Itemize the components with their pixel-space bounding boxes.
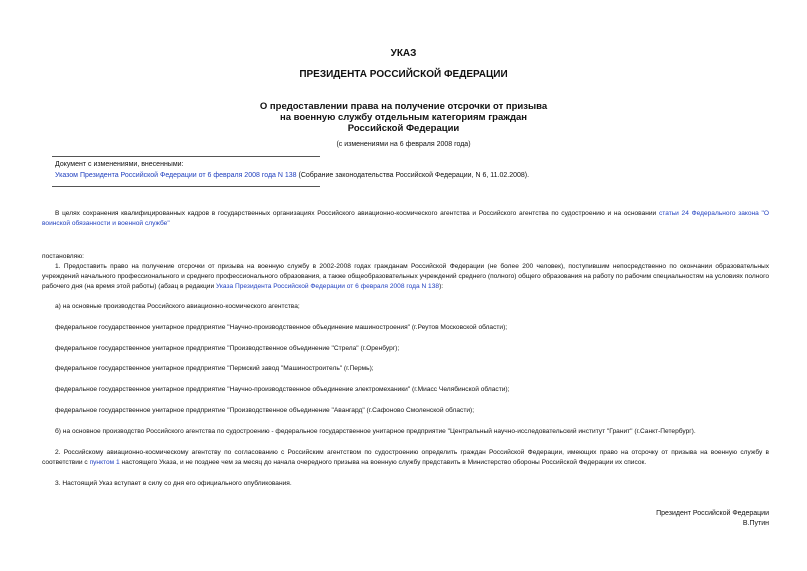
paragraph-1-end: ):: [439, 283, 444, 290]
item-a: а) на основные производства Российского авиационно-космического агентства;: [55, 303, 300, 310]
paragraph-2-end: настоящего Указа, и не позднее чем за месяц до начала очередного призыва на военную службу представить в Министерство обороны Российской Федерации их список.: [119, 459, 647, 466]
enterprise-5: федеральное государственное унитарное предприятие "Производственное объединение "Авангард" (г.Сафоново Смоленской области);: [55, 407, 475, 414]
subject-line-3: Российской Федерации: [347, 123, 460, 134]
amendment-link[interactable]: Указом Президента Российской Федерации от 6 февраля 2008 года N 138: [55, 172, 297, 179]
decree-word: постановляю:: [42, 253, 85, 260]
enterprise-2: федеральное государственное унитарное предприятие "Производственное объединение "Стрела" (г.Оренбург);: [55, 345, 400, 352]
signature-name: В.Путин: [742, 520, 769, 527]
paragraph-2: [42, 448, 769, 468]
law-article-link[interactable]: статьи 24 Федерального закона "О воинской обязанности и военной службе": [42, 210, 769, 227]
paragraph-3: 3. Настоящий Указ вступает в силу со дня его официального опубликования.: [55, 480, 292, 487]
paragraph-2-text: 2. Российскому авиационно-космическому агентству по согласованию с Российским агентством по судостроению определить граждан Российской Федерации, имеющих право на отсрочку от призыва на военную службу в соответствии с: [42, 449, 769, 466]
enterprise-3: федеральное государственное унитарное предприятие "Пермский завод "Машиностроитель" (г.Пермь);: [55, 365, 374, 372]
paragraph-1-link[interactable]: Указа Президента Российской Федерации от 6 февраля 2008 года N 138: [215, 283, 440, 290]
subject-line-2: на военную службу отдельным категориям граждан: [279, 112, 528, 123]
paragraph-2-link[interactable]: пунктом 1: [89, 459, 120, 466]
subject-line-1: О предоставлении права на получение отсрочки от призыва: [259, 101, 548, 112]
signature-title: Президент Российской Федерации: [656, 510, 769, 517]
decree-subject: [0, 101, 807, 134]
doc-info-label: Документ с изменениями, внесенными:: [55, 161, 184, 168]
item-b: б) на основное производство Российского агентства по судостроению - федеральное государственное унитарное предприятие "Центральный научно-исследовательский институт "Гранит" (г.Санкт-Петербург).: [55, 428, 696, 435]
preamble-paragraph: [42, 209, 769, 229]
enterprise-1: федеральное государственное унитарное предприятие "Научно-производственное объединение машиностроения" (г.Реутов Московской области);: [55, 324, 508, 331]
preamble-text: В целях сохранения квалифицированных кадров в государственных организациях Российского авиационно-космического агентства и Российского агентства по судостроению и на основании: [55, 210, 659, 217]
changes-note: (с изменениями на 6 февраля 2008 года): [336, 141, 471, 148]
divider-top: [52, 156, 320, 157]
paragraph-1-text: 1. Предоставить право на получение отсрочки от призыва на военную службу в 2002-2008 годах гражданам Российской Федерации (не более 200 человек), поступившим непосредственно по окончании образовательных учреждений начального профессионального и среднего профессионального образования, а также общеобразовательных учреждений среднего (полного) общего образования на работу по рабочим специальностям на условиях полного рабочего дня (на время этой работы) (абзац в редакции: [42, 263, 769, 290]
decree-issuer: ПРЕЗИДЕНТА РОССИЙСКОЙ ФЕДЕРАЦИИ: [299, 69, 508, 80]
doc-info-amendment: [55, 171, 529, 181]
paragraph-1: [42, 262, 769, 292]
divider-bottom: [52, 186, 320, 187]
amendment-source: (Собрание законодательства Российской Федерации, N 6, 11.02.2008).: [296, 172, 530, 179]
enterprise-4: федеральное государственное унитарное предприятие "Научно-производственное объединение электромеханики" (г.Миасс Челябинской области);: [55, 386, 510, 393]
decree-title: УКАЗ: [390, 48, 417, 59]
